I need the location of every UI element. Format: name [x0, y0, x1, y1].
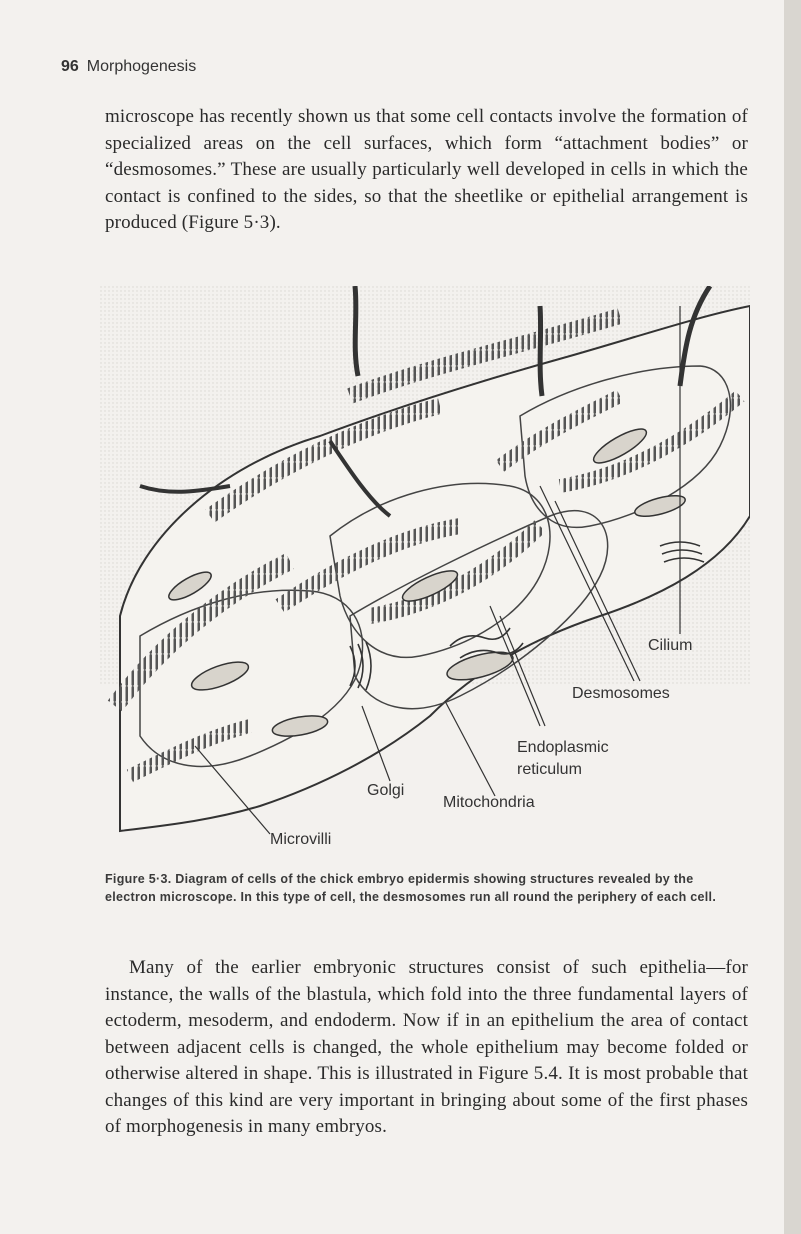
- figure-caption: [105, 870, 748, 906]
- label-mitochondria: Mitochondria: [443, 794, 535, 811]
- page-edge: [784, 0, 801, 1234]
- caption-text: Figure 5·3. Diagram of cells of the chick embryo epidermis showing structures revealed by the electron microscope. In this type of cell, the desmosomes run all round the periphery of each cell.: [105, 872, 717, 904]
- body-paragraph-1: [105, 104, 748, 237]
- paragraph-text: microscope has recently shown us that some cell contacts involve the formation of specialized areas on the cell surfaces, which form “attachment bodies” or “desmosomes.” These are usually particularly well developed in cells in which the contact is confined to the sides, so that the sheetlike or epithelial arrangement is produced (Figure 5·3).: [105, 106, 748, 233]
- figure-5-3: [100, 286, 750, 852]
- section-title: Morphogenesis: [86, 58, 197, 75]
- label-golgi: Golgi: [367, 782, 405, 799]
- label-er-line1: Endoplasmic: [517, 739, 609, 756]
- paragraph-text: Many of the earlier embryonic structures consist of such epithelia—for instance, the walls of the blastula, which fold into the three fundamental layers of ectoderm, mesoderm, and endoderm. Now if in an epithelium the area of contact between adjacent cells is changed, the whole epithelium may become folded or otherwise altered in shape. This is illustrated in Figure 5.4. It is most probable that changes of this kind are very important in bringing about some of the first phases of morphogenesis in many embryos.: [105, 957, 748, 1137]
- body-paragraph-2: [105, 955, 748, 1141]
- label-desmosomes: Desmosomes: [572, 685, 670, 702]
- label-cilium: Cilium: [648, 637, 693, 654]
- label-er-line2: reticulum: [517, 761, 582, 778]
- running-head: [61, 58, 196, 76]
- label-microvilli: Microvilli: [270, 831, 332, 848]
- page-number: 96: [61, 58, 79, 75]
- epidermis-cell-diagram: [100, 286, 750, 852]
